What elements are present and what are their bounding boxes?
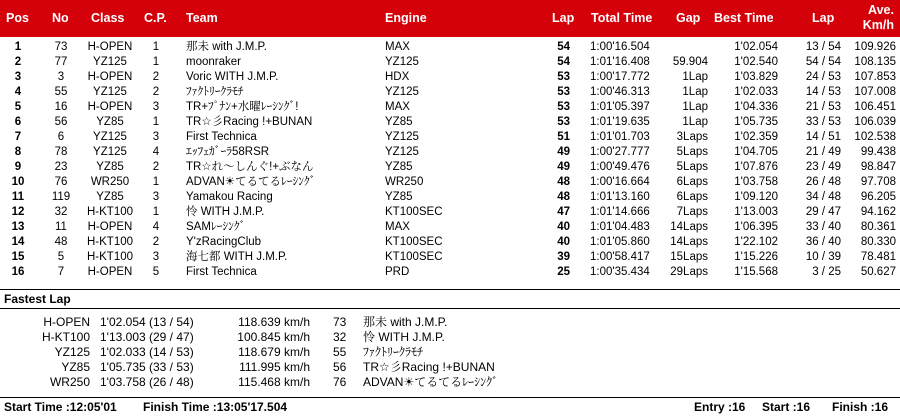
- table-row: [0, 100, 900, 114]
- cell-total-time: 1:01'04.483: [590, 221, 650, 233]
- col-total-time: Total Time: [591, 11, 653, 25]
- cell-engine: YZ85: [385, 191, 413, 203]
- fl-class: H-KT100: [41, 330, 90, 344]
- cell-best-lap: 33 / 40: [805, 221, 841, 233]
- cell-pos: 2: [14, 56, 22, 68]
- fl-team: 那未 with J.M.P.: [363, 315, 448, 329]
- cell-total-time: 1:00'27.777: [590, 146, 650, 158]
- cell-team: ADVAN☀てるてるﾚｰｼﾝｸﾞ: [186, 176, 316, 188]
- cell-lap: 53: [557, 71, 570, 83]
- cell-ave-speed: 97.708: [860, 176, 896, 188]
- cell-ave-speed: 80.361: [860, 221, 896, 233]
- col-gap: Gap: [676, 11, 701, 25]
- cell-no: 7: [57, 266, 65, 278]
- cell-class: H-KT100: [86, 236, 134, 248]
- cell-pos: 4: [14, 86, 22, 98]
- cell-pos: 7: [14, 131, 22, 143]
- cell-no: 119: [51, 191, 71, 203]
- fl-number: 76: [333, 375, 347, 389]
- cell-best-time: 1'13.003: [734, 206, 778, 218]
- cell-best-lap: 21 / 49: [805, 146, 841, 158]
- cell-lap: 51: [557, 131, 570, 143]
- cell-gap: 14Laps: [670, 236, 708, 248]
- fastest-lap-title: Fastest Lap: [4, 292, 71, 306]
- cell-total-time: 1:00'46.313: [590, 86, 650, 98]
- fl-class: WR250: [49, 375, 90, 389]
- cell-best-time: 1'04.336: [734, 101, 778, 113]
- cell-lap: 54: [557, 56, 570, 68]
- cell-engine: MAX: [385, 41, 410, 53]
- cell-team: 那未 with J.M.P.: [186, 41, 267, 53]
- cell-team: Yamakou Racing: [186, 191, 273, 203]
- cell-gap: 59.904: [672, 56, 708, 68]
- cell-cp: 1: [152, 56, 160, 68]
- cell-best-lap: 13 / 54: [805, 41, 841, 53]
- fastest-lap-row: [0, 315, 900, 330]
- cell-ave-speed: 99.438: [860, 146, 896, 158]
- col-no: No: [52, 11, 69, 25]
- cell-gap: 1Lap: [682, 101, 708, 113]
- fastest-lap-row: [0, 345, 900, 360]
- cell-total-time: 1:00'16.504: [590, 41, 650, 53]
- cell-cp: 3: [152, 101, 160, 113]
- fl-team: 怜 WITH J.M.P.: [363, 330, 445, 344]
- cell-team: ｴｯﾌｪｶﾞｰﾗ58RSR: [186, 146, 270, 158]
- fastest-lap-row: [0, 375, 900, 390]
- cell-cp: 2: [152, 236, 160, 248]
- cell-ave-speed: 109.926: [854, 41, 896, 53]
- fastest-lap-row: [0, 330, 900, 345]
- cell-gap: 7Laps: [676, 206, 708, 218]
- cell-no: 3: [57, 71, 65, 83]
- fastest-lap-row: [0, 360, 900, 375]
- cell-engine: KT100SEC: [385, 236, 443, 248]
- cell-pos: 5: [14, 101, 22, 113]
- cell-best-lap: 36 / 40: [805, 236, 841, 248]
- cell-class: YZ85: [96, 161, 124, 173]
- cell-engine: KT100SEC: [385, 251, 443, 263]
- cell-cp: 2: [152, 86, 160, 98]
- cell-no: 48: [54, 236, 68, 248]
- cell-gap: 6Laps: [676, 191, 708, 203]
- cell-best-lap: 23 / 49: [805, 161, 841, 173]
- cell-best-time: 1'02.054: [734, 41, 778, 53]
- cell-pos: 9: [14, 161, 22, 173]
- cell-best-time: 1'15.568: [734, 266, 778, 278]
- cell-best-time: 1'05.735: [734, 116, 778, 128]
- cell-pos: 12: [11, 206, 25, 218]
- cell-pos: 14: [11, 236, 25, 248]
- fl-speed: 111.995 km/h: [239, 360, 310, 374]
- cell-ave-speed: 107.853: [854, 71, 896, 83]
- fl-speed: 118.639 km/h: [238, 315, 310, 329]
- cell-lap: 40: [557, 236, 570, 248]
- cell-team: TR☆れ～しんぐ!+ぶなん: [186, 161, 314, 173]
- race-footer: [0, 397, 900, 416]
- cell-class: H-OPEN: [87, 41, 133, 53]
- cell-gap: 1Lap: [682, 116, 708, 128]
- table-row: [0, 85, 900, 99]
- table-row: [0, 160, 900, 174]
- cell-cp: 1: [152, 116, 160, 128]
- cell-lap: 48: [557, 191, 570, 203]
- cell-class: YZ85: [96, 116, 124, 128]
- fl-team: TR☆彡Racing !+BUNAN: [363, 360, 495, 374]
- finish-count: Finish :16: [832, 400, 889, 414]
- col-lap: Lap: [552, 11, 575, 25]
- table-row: [0, 55, 900, 69]
- cell-team: First Technica: [186, 266, 257, 278]
- cell-lap: 40: [557, 221, 570, 233]
- cell-total-time: 1:01'14.666: [590, 206, 650, 218]
- cell-engine: WR250: [385, 176, 424, 188]
- fl-team: ADVAN☀てるてるﾚｰｼﾝｸﾞ: [363, 375, 499, 389]
- col-engine: Engine: [385, 11, 427, 25]
- cell-class: YZ125: [93, 56, 127, 68]
- cell-engine: YZ85: [385, 116, 413, 128]
- table-row: [0, 235, 900, 249]
- cell-engine: KT100SEC: [385, 206, 443, 218]
- fl-lap-time: 1'05.735 (33 / 53): [100, 360, 194, 374]
- col-pos: Pos: [6, 11, 29, 25]
- cell-best-time: 1'09.120: [734, 191, 778, 203]
- cell-team: moonraker: [186, 56, 241, 68]
- cell-cp: 4: [152, 221, 160, 233]
- cell-total-time: 1:01'05.860: [590, 236, 650, 248]
- col-cp: C.P.: [144, 11, 167, 25]
- fl-number: 32: [333, 330, 347, 344]
- cell-ave-speed: 50.627: [860, 266, 896, 278]
- cell-no: 23: [54, 161, 68, 173]
- col-best-time: Best Time: [714, 11, 774, 25]
- cell-class: H-OPEN: [87, 71, 133, 83]
- cell-cp: 2: [152, 161, 160, 173]
- col-best-lap: Lap: [812, 11, 835, 25]
- cell-class: YZ85: [96, 191, 124, 203]
- cell-pos: 11: [11, 191, 25, 203]
- cell-best-time: 1'07.876: [734, 161, 778, 173]
- cell-pos: 13: [11, 221, 25, 233]
- cell-best-time: 1'02.359: [734, 131, 778, 143]
- cell-pos: 6: [14, 116, 22, 128]
- cell-total-time: 1:01'13.160: [590, 191, 650, 203]
- cell-total-time: 1:01'05.397: [590, 101, 650, 113]
- fl-number: 73: [333, 315, 347, 329]
- cell-ave-speed: 98.847: [860, 161, 896, 173]
- cell-gap: 29Laps: [670, 266, 708, 278]
- cell-team: First Technica: [186, 131, 257, 143]
- cell-best-time: 1'15.226: [734, 251, 778, 263]
- cell-lap: 53: [557, 116, 570, 128]
- cell-engine: YZ125: [385, 86, 419, 98]
- cell-gap: 6Laps: [676, 176, 708, 188]
- cell-cp: 3: [152, 131, 160, 143]
- fl-speed: 100.845 km/h: [237, 330, 310, 344]
- cell-best-lap: 21 / 53: [805, 101, 841, 113]
- cell-ave-speed: 96.205: [860, 191, 896, 203]
- cell-engine: MAX: [385, 101, 410, 113]
- cell-gap: 3Laps: [676, 131, 708, 143]
- cell-pos: 16: [11, 266, 25, 278]
- cell-no: 77: [54, 56, 68, 68]
- cell-no: 32: [54, 206, 68, 218]
- table-row: [0, 265, 900, 279]
- cell-no: 73: [54, 41, 68, 53]
- cell-best-lap: 14 / 53: [805, 86, 841, 98]
- cell-class: YZ125: [93, 131, 127, 143]
- cell-ave-speed: 106.039: [854, 116, 896, 128]
- cell-no: 56: [54, 116, 68, 128]
- finish-time: Finish Time :13:05'17.504: [143, 400, 288, 414]
- cell-pos: 3: [14, 71, 22, 83]
- cell-no: 5: [57, 251, 65, 263]
- cell-total-time: 1:00'49.476: [590, 161, 650, 173]
- cell-total-time: 1:01'19.635: [590, 116, 650, 128]
- cell-total-time: 1:00'16.664: [590, 176, 650, 188]
- cell-lap: 49: [557, 146, 570, 158]
- fl-number: 56: [333, 360, 347, 374]
- fl-speed: 115.468 km/h: [238, 375, 310, 389]
- cell-team: 海七都 WITH J.M.P.: [186, 251, 288, 263]
- cell-total-time: 1:01'01.703: [590, 131, 650, 143]
- table-row: [0, 115, 900, 129]
- cell-class: WR250: [90, 176, 130, 188]
- cell-no: 6: [57, 131, 65, 143]
- col-ave-speed: Ave. Km/h: [862, 3, 894, 32]
- table-row: [0, 130, 900, 144]
- fl-speed: 118.679 km/h: [238, 345, 310, 359]
- cell-gap: 5Laps: [676, 161, 708, 173]
- cell-class: H-KT100: [86, 206, 134, 218]
- fl-lap-time: 1'03.758 (26 / 48): [100, 375, 194, 389]
- cell-best-lap: 3 / 25: [812, 266, 841, 278]
- cell-best-time: 1'02.033: [734, 86, 778, 98]
- table-row: [0, 220, 900, 234]
- cell-lap: 25: [557, 266, 570, 278]
- start-time: Start Time :12:05'01: [4, 400, 117, 414]
- cell-class: YZ125: [93, 146, 127, 158]
- cell-lap: 39: [557, 251, 570, 263]
- cell-cp: 5: [152, 266, 160, 278]
- cell-cp: 1: [152, 176, 160, 188]
- cell-best-time: 1'04.705: [734, 146, 778, 158]
- cell-lap: 48: [557, 176, 570, 188]
- cell-best-lap: 34 / 48: [805, 191, 841, 203]
- cell-team: TR☆彡Racing !+BUNAN: [186, 116, 313, 128]
- cell-gap: 1Lap: [682, 71, 708, 83]
- cell-best-time: 1'02.540: [734, 56, 778, 68]
- cell-gap: 14Laps: [670, 221, 708, 233]
- cell-cp: 3: [152, 251, 160, 263]
- fl-class: H-OPEN: [43, 315, 90, 329]
- cell-cp: 1: [152, 206, 160, 218]
- cell-cp: 1: [152, 41, 160, 53]
- cell-gap: 15Laps: [670, 251, 708, 263]
- cell-team: 怜 WITH J.M.P.: [186, 206, 265, 218]
- table-row: [0, 205, 900, 219]
- cell-no: 11: [55, 221, 67, 233]
- cell-team: SAMﾚｰｼﾝｸﾞ: [186, 221, 246, 233]
- cell-best-time: 1'06.395: [734, 221, 778, 233]
- cell-cp: 2: [152, 71, 160, 83]
- cell-best-lap: 33 / 53: [805, 116, 841, 128]
- cell-lap: 53: [557, 86, 570, 98]
- cell-best-time: 1'22.102: [734, 236, 778, 248]
- fl-class: YZ125: [54, 345, 90, 359]
- cell-lap: 54: [557, 41, 570, 53]
- cell-engine: MAX: [385, 221, 410, 233]
- cell-class: H-OPEN: [87, 221, 133, 233]
- cell-ave-speed: 94.162: [860, 206, 896, 218]
- cell-ave-speed: 78.481: [860, 251, 896, 263]
- entry-count: Entry :16: [694, 400, 746, 414]
- col-class: Class: [91, 11, 125, 25]
- fl-lap-time: 1'02.054 (13 / 54): [100, 315, 194, 329]
- cell-best-lap: 29 / 47: [805, 206, 841, 218]
- cell-no: 16: [54, 101, 68, 113]
- cell-engine: YZ125: [385, 56, 419, 68]
- table-row: [0, 250, 900, 264]
- cell-pos: 8: [14, 146, 22, 158]
- cell-no: 55: [54, 86, 68, 98]
- cell-pos: 15: [11, 251, 25, 263]
- cell-engine: YZ125: [385, 146, 419, 158]
- cell-total-time: 1:00'17.772: [590, 71, 650, 83]
- cell-team: ﾌｧｸﾄﾘｰｸﾗﾓﾁ: [186, 86, 244, 98]
- cell-lap: 49: [557, 161, 570, 173]
- cell-class: H-OPEN: [87, 101, 133, 113]
- cell-class: YZ125: [93, 86, 127, 98]
- start-count: Start :16: [762, 400, 811, 414]
- cell-class: H-OPEN: [87, 266, 133, 278]
- cell-best-lap: 14 / 51: [805, 131, 841, 143]
- fl-class: YZ85: [61, 360, 90, 374]
- cell-lap: 53: [557, 101, 570, 113]
- col-team: Team: [186, 11, 218, 25]
- fl-team: ﾌｧｸﾄﾘｰｸﾗﾓﾁ: [363, 345, 424, 359]
- cell-ave-speed: 106.451: [854, 101, 896, 113]
- cell-best-time: 1'03.829: [734, 71, 778, 83]
- cell-team: Voric WITH J.M.P.: [186, 71, 279, 83]
- fl-lap-time: 1'02.033 (14 / 53): [100, 345, 194, 359]
- cell-best-time: 1'03.758: [734, 176, 778, 188]
- cell-gap: 5Laps: [676, 146, 708, 158]
- cell-pos: 10: [11, 176, 25, 188]
- cell-ave-speed: 107.008: [854, 86, 896, 98]
- cell-ave-speed: 108.135: [854, 56, 896, 68]
- cell-ave-speed: 102.538: [854, 131, 896, 143]
- cell-no: 78: [54, 146, 68, 158]
- cell-engine: HDX: [385, 71, 410, 83]
- cell-total-time: 1:00'58.417: [590, 251, 650, 263]
- table-row: [0, 190, 900, 204]
- table-row: [0, 40, 900, 54]
- cell-gap: 1Lap: [682, 86, 708, 98]
- cell-class: H-KT100: [86, 251, 134, 263]
- table-row: [0, 70, 900, 84]
- fl-number: 55: [333, 345, 347, 359]
- results-header: [0, 0, 900, 37]
- cell-total-time: 1:01'16.408: [590, 56, 650, 68]
- cell-cp: 4: [152, 146, 160, 158]
- cell-engine: PRD: [385, 266, 410, 278]
- fl-lap-time: 1'13.003 (29 / 47): [100, 330, 194, 344]
- fastest-lap-section-header: [0, 289, 900, 309]
- cell-team: TR+ﾌﾟﾅﾝ+水曜ﾚｰｼﾝｸﾞ!: [186, 101, 299, 113]
- table-row: [0, 175, 900, 189]
- cell-engine: YZ125: [385, 131, 419, 143]
- cell-pos: 1: [14, 41, 22, 53]
- cell-total-time: 1:00'35.434: [590, 266, 650, 278]
- cell-engine: YZ85: [385, 161, 413, 173]
- cell-team: Y'zRacingClub: [186, 236, 262, 248]
- cell-best-lap: 26 / 48: [805, 176, 841, 188]
- cell-lap: 47: [557, 206, 570, 218]
- cell-best-lap: 24 / 53: [805, 71, 841, 83]
- cell-cp: 3: [152, 191, 160, 203]
- cell-best-lap: 10 / 39: [805, 251, 841, 263]
- table-row: [0, 145, 900, 159]
- cell-best-lap: 54 / 54: [805, 56, 841, 68]
- cell-ave-speed: 80.330: [860, 236, 896, 248]
- cell-no: 76: [54, 176, 68, 188]
